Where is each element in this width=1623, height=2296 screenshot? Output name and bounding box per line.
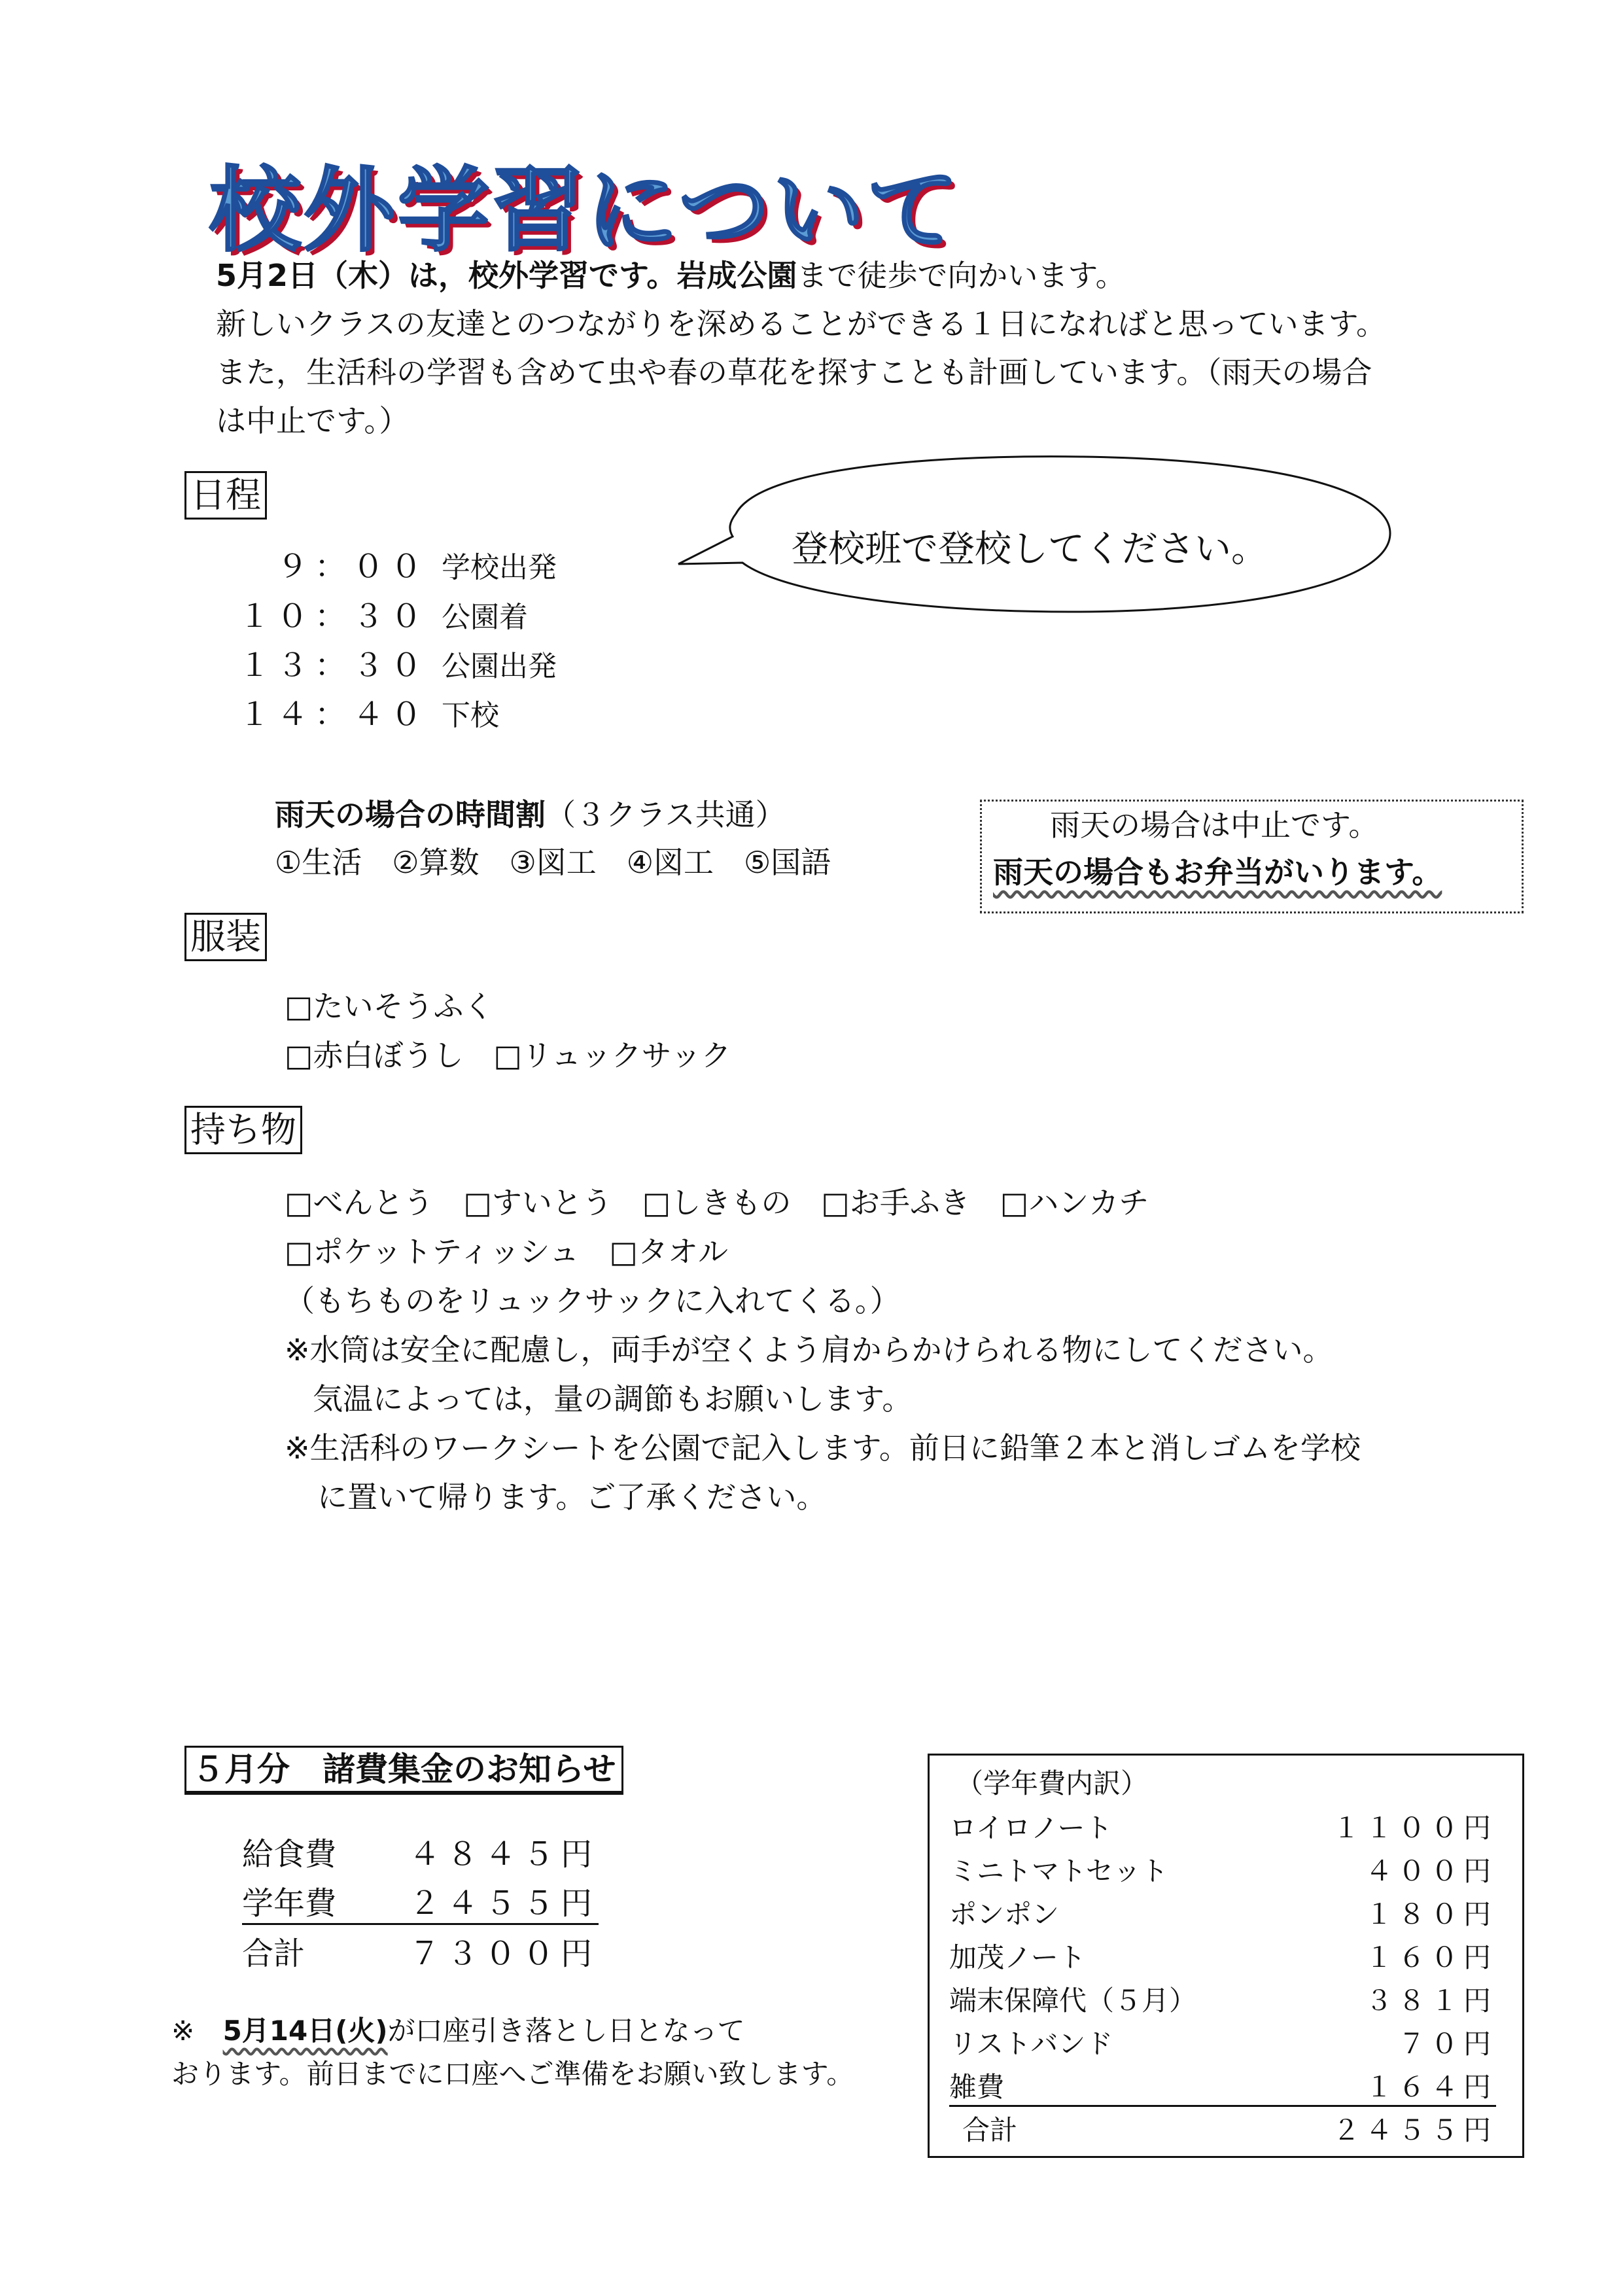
breakdown-label: 雑費 — [949, 2071, 1005, 2103]
breakdown-row — [949, 2029, 1496, 2059]
fee-label: 学年費 — [242, 1885, 337, 1922]
clothing-line-1: □たいそうふく — [285, 989, 494, 1024]
belongings-line-4: ※水筒は安全に配慮し，両手が空くよう肩からかけられる物にしてください。 — [285, 1332, 1333, 1368]
fee-row — [242, 1935, 599, 1972]
intro-line-1-rest: まで徒歩で向かいます。 — [797, 258, 1126, 293]
schedule-time: １０：３０ — [238, 598, 428, 635]
belongings-heading: 持ち物 — [184, 1106, 302, 1154]
rain-timetable-title — [275, 797, 786, 832]
rain-timetable-periods: ①生活 ②算数 ③図工 ④図工 ⑤国語 — [275, 845, 831, 880]
fees-note-mark: ※ — [171, 2015, 195, 2047]
breakdown-amount: １６４円 — [1365, 2071, 1496, 2103]
belongings-line-1: □べんとう □すいとう □しきもの □お手ふき □ハンカチ — [285, 1185, 1149, 1220]
schedule-event: 下校 — [442, 699, 499, 732]
belongings-line-5: 気温によっては，量の調節もお願いします。 — [313, 1381, 913, 1417]
breakdown-label: 端末保障代（５月） — [949, 1985, 1197, 2017]
fee-amount: ４８４５円 — [409, 1836, 599, 1873]
rain-timetable-label: 雨天の場合の時間割 — [275, 797, 546, 832]
breakdown-amount: １８０円 — [1365, 1898, 1496, 1930]
schedule-row — [236, 598, 528, 635]
fees-note-line-1 — [171, 2017, 745, 2045]
breakdown-total-row — [962, 2115, 1496, 2146]
breakdown-row — [949, 1943, 1496, 1973]
fees-heading: ５月分 諸費集金のお知らせ — [184, 1746, 623, 1795]
fees-note-date: 5月14日(火) — [222, 2015, 388, 2047]
intro-line-3: また，生活科の学習も含めて虫や春の草花を探すことも計画しています。（雨天の場合 — [216, 355, 1372, 390]
schedule-event: 学校出発 — [442, 551, 557, 584]
schedule-row — [236, 548, 557, 585]
fee-row — [242, 1836, 599, 1873]
breakdown-total-label: 合計 — [962, 2114, 1018, 2146]
fee-label: 合計 — [242, 1935, 305, 1972]
schedule-event: 公園着 — [442, 601, 528, 634]
breakdown-amount: １１００円 — [1332, 1812, 1496, 1844]
breakdown-label: リストバンド — [949, 2028, 1113, 2060]
fee-label: 給食費 — [242, 1836, 337, 1873]
schedule-heading: 日程 — [184, 471, 267, 520]
belongings-line-2: □ポケットティッシュ □タオル — [285, 1234, 729, 1269]
clothing-line-2: □赤白ぼうし □リュックサック — [285, 1038, 731, 1073]
breakdown-row — [949, 2072, 1496, 2107]
fee-amount: ７３００円 — [409, 1935, 599, 1972]
breakdown-amount: １６０円 — [1365, 1941, 1496, 1973]
intro-line-4: は中止です。） — [216, 403, 410, 438]
breakdown-total-amount: ２４５５円 — [1332, 2114, 1496, 2146]
page-title: 校外学習について — [209, 158, 962, 264]
fees-note-line-2: おります。前日までに口座へご準備をお願い致します。 — [171, 2058, 854, 2090]
schedule-event: 公園出発 — [442, 650, 557, 683]
belongings-line-7: に置いて帰ります。ご了承ください。 — [317, 1479, 827, 1515]
breakdown-label: ポンポン — [949, 1898, 1060, 1930]
breakdown-heading: （学年費内訳） — [956, 1767, 1149, 1799]
schedule-row — [236, 647, 557, 684]
breakdown-amount: ４００円 — [1365, 1855, 1496, 1887]
rain-notice-line-1: 雨天の場合は中止です。 — [1050, 807, 1379, 843]
breakdown-label: 加茂ノート — [949, 1941, 1086, 1973]
rain-notice-line-2: 雨天の場合もお弁当がいります。 — [993, 855, 1442, 890]
fee-row — [242, 1885, 599, 1925]
bubble-text: 登校班で登校してください。 — [792, 528, 1268, 571]
fee-breakdown-box — [928, 1754, 1524, 2158]
breakdown-row — [949, 1813, 1496, 1843]
clothing-heading: 服装 — [184, 913, 267, 961]
belongings-line-6: ※生活科のワークシートを公園で記入します。前日に鉛筆２本と消しゴムを学校 — [285, 1430, 1361, 1466]
schedule-time: １３：３０ — [238, 647, 428, 684]
fees-note-rest: が口座引き落とし日となって — [387, 2015, 745, 2047]
schedule-row — [236, 696, 499, 733]
breakdown-row — [949, 1986, 1496, 2016]
fee-amount: ２４５５円 — [409, 1885, 599, 1922]
intro-line-1 — [216, 260, 1126, 291]
breakdown-amount: ３８１円 — [1365, 1985, 1496, 2017]
schedule-time: ９：００ — [276, 548, 428, 585]
intro-line-2: 新しいクラスの友達とのつながりを深めることができる１日になればと思っています。 — [216, 306, 1386, 342]
rain-timetable-note: （３クラス共通） — [546, 797, 786, 832]
breakdown-label: ミニトマトセット — [949, 1855, 1168, 1887]
belongings-line-3: （もちものをリュックサックに入れてくる。） — [285, 1283, 900, 1318]
breakdown-label: ロイロノート — [949, 1812, 1113, 1844]
breakdown-amount: ７０円 — [1397, 2028, 1496, 2060]
breakdown-row — [949, 1899, 1496, 1930]
intro-date-location: 5月2日（木）は，校外学習です。岩成公園 — [216, 258, 797, 293]
schedule-time: １４：４０ — [238, 696, 428, 733]
breakdown-row — [949, 1856, 1496, 1886]
